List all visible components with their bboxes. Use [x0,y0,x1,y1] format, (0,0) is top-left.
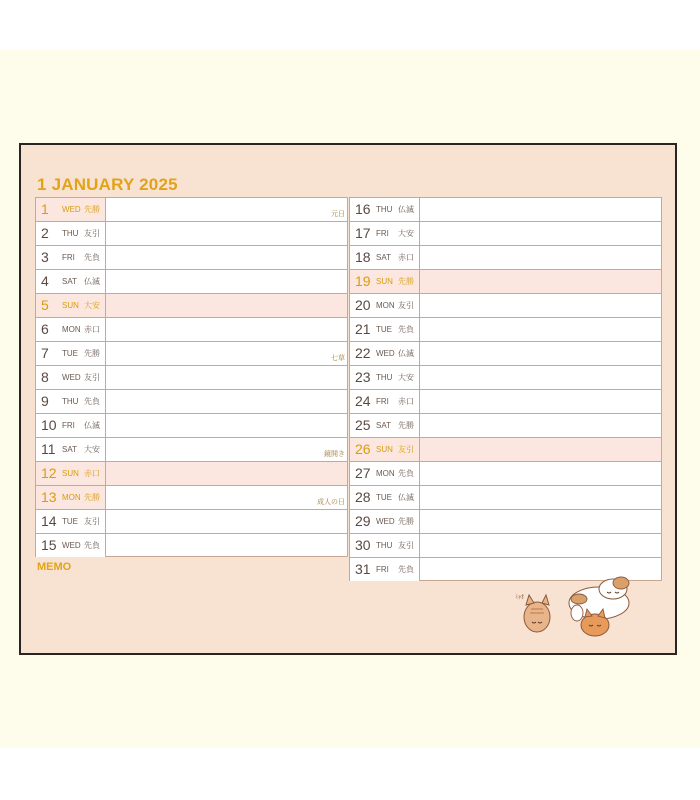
rokuyo-label: 先負 [84,253,100,262]
day-number: 8 [41,369,49,385]
day-row [350,438,661,462]
day-label-cell [36,294,106,317]
weekday-label: MON [62,493,81,502]
tabby-cat-icon [515,594,550,632]
day-number: 15 [41,537,57,553]
weekday-label: MON [62,325,81,334]
weekday-label: WED [376,517,395,526]
rokuyo-label: 仏滅 [84,277,100,286]
day-number: 26 [355,441,371,457]
day-number: 17 [355,225,371,241]
day-label-cell [36,534,106,557]
day-label-cell [36,462,106,485]
day-row [36,414,347,438]
weekday-label: WED [62,541,81,550]
weekday-label: TUE [376,325,392,334]
day-number: 16 [355,201,371,217]
day-row [36,246,347,270]
day-label-cell [350,198,420,221]
days-column-left [35,197,348,557]
day-label-cell [36,486,106,509]
rokuyo-label: 大安 [398,229,414,238]
day-label-cell [36,270,106,293]
day-row [350,534,661,558]
rokuyo-label: 先負 [398,565,414,574]
day-label-cell [350,414,420,437]
day-row [350,486,661,510]
day-row [36,438,347,462]
day-label-cell [350,366,420,389]
day-label-cell [36,390,106,413]
day-label-cell [350,510,420,533]
holiday-note: 七草 [331,355,345,362]
weekday-label: THU [62,229,79,238]
rokuyo-label: 先負 [84,541,100,550]
day-number: 11 [41,441,56,457]
monthly-planner-page [19,143,677,655]
weekday-label: SAT [62,277,77,286]
rokuyo-label: 赤口 [84,325,100,334]
holiday-note: 成人の日 [317,499,345,506]
day-number: 14 [41,513,57,529]
weekday-label: TUE [62,349,78,358]
day-label-cell [350,270,420,293]
rokuyo-label: 友引 [84,229,100,238]
day-number: 21 [355,321,371,337]
weekday-label: SAT [62,445,77,454]
day-row [36,198,347,222]
rokuyo-label: 友引 [84,517,100,526]
day-label-cell [350,438,420,461]
weekday-label: FRI [376,565,389,574]
rokuyo-label: 先勝 [398,277,414,286]
day-number: 19 [355,273,371,289]
rokuyo-label: 仏滅 [398,205,414,214]
weekday-label: THU [62,397,79,406]
rokuyo-label: 友引 [398,301,414,310]
memo-label: MEMO [37,561,72,573]
day-row [36,510,347,534]
day-number: 7 [41,345,49,361]
days-column-right [349,197,662,581]
day-label-cell [350,558,420,581]
day-row [350,198,661,222]
holiday-note: 元日 [331,211,345,218]
weekday-label: TUE [62,517,78,526]
rokuyo-label: 仏滅 [398,349,414,358]
rokuyo-label: 赤口 [84,469,100,478]
weekday-label: SUN [62,469,79,478]
month-title: 1 JANUARY 2025 [37,175,178,194]
holiday-note: 鏡開き [324,451,345,458]
day-label-cell [350,342,420,365]
rokuyo-label: 赤口 [398,397,414,406]
day-row [36,366,347,390]
svg-text:ﾐｬｵ: ﾐｬｵ [515,594,525,601]
rokuyo-label: 大安 [84,445,100,454]
day-row [36,222,347,246]
day-number: 2 [41,225,49,241]
day-row [350,510,661,534]
rokuyo-label: 先勝 [84,205,100,214]
day-row [350,462,661,486]
weekday-label: SUN [376,445,393,454]
day-row [36,390,347,414]
weekday-label: TUE [376,493,392,502]
day-number: 6 [41,321,49,337]
rokuyo-label: 友引 [398,541,414,550]
rokuyo-label: 先負 [84,397,100,406]
day-label-cell [350,246,420,269]
rokuyo-label: 大安 [398,373,414,382]
weekday-label: THU [376,205,393,214]
day-label-cell [36,510,106,533]
rokuyo-label: 仏滅 [84,421,100,430]
weekday-label: FRI [62,421,75,430]
day-number: 22 [355,345,371,361]
day-row [36,534,347,558]
rokuyo-label: 仏滅 [398,493,414,502]
weekday-label: MON [376,301,395,310]
day-number: 18 [355,249,371,265]
rokuyo-label: 大安 [84,301,100,310]
day-label-cell [36,198,106,221]
day-number: 13 [41,489,57,505]
day-label-cell [36,438,106,461]
weekday-label: FRI [376,397,389,406]
day-number: 23 [355,369,371,385]
day-label-cell [350,534,420,557]
day-label-cell [36,366,106,389]
day-number: 24 [355,393,371,409]
sleeping-pets-illustration [509,565,639,645]
day-row [350,246,661,270]
day-number: 3 [41,249,49,265]
weekday-label: WED [62,373,81,382]
rokuyo-label: 友引 [398,445,414,454]
rokuyo-label: 先負 [398,325,414,334]
day-number: 20 [355,297,371,313]
day-number: 9 [41,393,49,409]
rokuyo-label: 赤口 [398,253,414,262]
weekday-label: WED [376,349,395,358]
day-number: 10 [41,417,57,433]
day-number: 5 [41,297,49,313]
day-row [36,342,347,366]
day-row [350,222,661,246]
day-label-cell [350,222,420,245]
day-label-cell [36,414,106,437]
day-row [350,390,661,414]
day-number: 28 [355,489,371,505]
day-number: 25 [355,417,371,433]
weekday-label: SUN [376,277,393,286]
day-row [350,342,661,366]
weekday-label: THU [376,373,393,382]
day-row [350,318,661,342]
day-row [350,294,661,318]
weekday-label: MON [376,469,395,478]
day-label-cell [350,318,420,341]
day-row [36,486,347,510]
day-label-cell [36,318,106,341]
weekday-label: WED [62,205,81,214]
weekday-label: THU [376,541,393,550]
day-label-cell [36,246,106,269]
day-row [36,270,347,294]
rokuyo-label: 友引 [84,373,100,382]
day-label-cell [350,486,420,509]
day-number: 27 [355,465,371,481]
day-number: 30 [355,537,371,553]
weekday-label: FRI [62,253,75,262]
weekday-label: SUN [62,301,79,310]
day-number: 4 [41,273,49,289]
day-label-cell [36,342,106,365]
day-row [350,414,661,438]
rokuyo-label: 先勝 [398,421,414,430]
day-label-cell [350,390,420,413]
day-number: 29 [355,513,371,529]
rokuyo-label: 先負 [398,469,414,478]
day-row [350,366,661,390]
rokuyo-label: 先勝 [398,517,414,526]
day-row [36,462,347,486]
day-row [36,294,347,318]
day-label-cell [350,294,420,317]
day-number: 12 [41,465,57,481]
weekday-label: SAT [376,253,391,262]
day-row [350,270,661,294]
weekday-label: FRI [376,229,389,238]
day-label-cell [36,222,106,245]
rokuyo-label: 先勝 [84,493,100,502]
rokuyo-label: 先勝 [84,349,100,358]
weekday-label: SAT [376,421,391,430]
day-label-cell [350,462,420,485]
day-row [36,318,347,342]
day-number: 1 [41,201,49,217]
day-number: 31 [355,561,371,577]
